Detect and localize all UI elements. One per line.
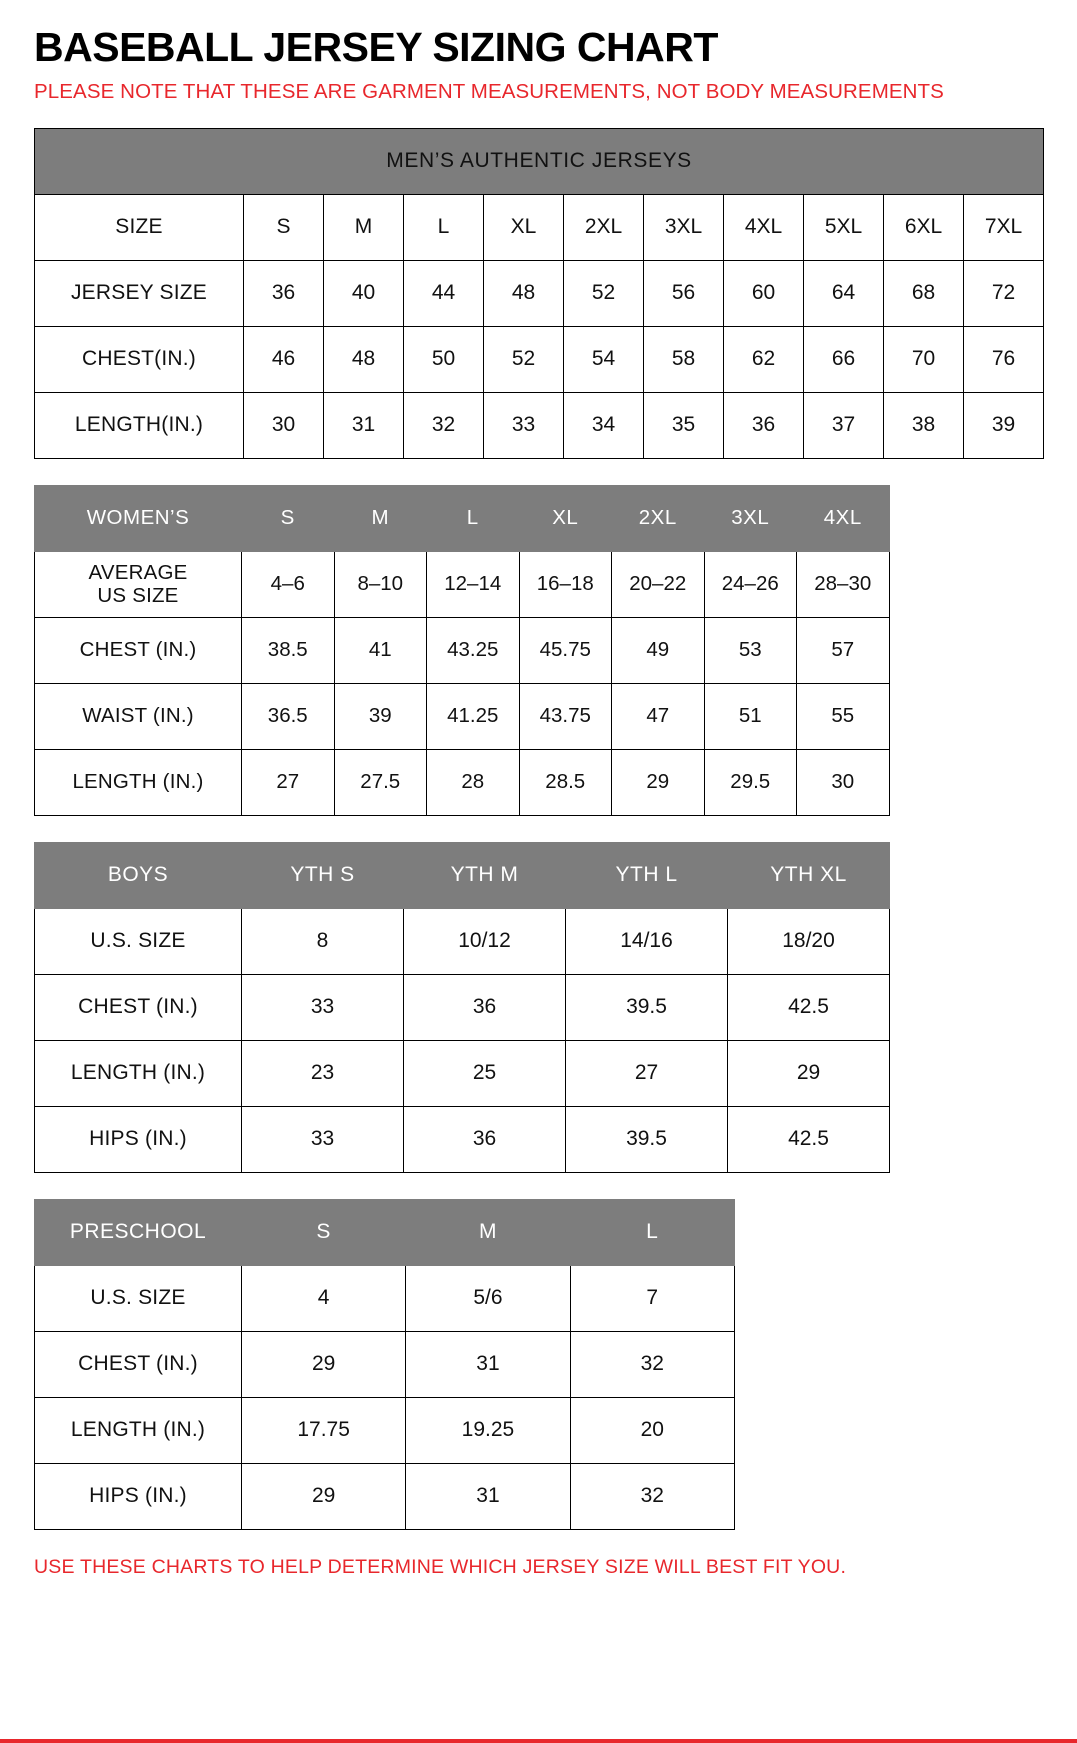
cell: 70 — [884, 326, 964, 392]
cell: 27 — [566, 1040, 728, 1106]
cell: 33 — [242, 974, 404, 1040]
cell: 25 — [404, 1040, 566, 1106]
womens-header-label: WOMEN’S — [35, 485, 242, 551]
mens-size-3xl: 3XL — [644, 194, 724, 260]
cell: 55 — [797, 683, 890, 749]
cell: 32 — [570, 1463, 734, 1529]
table-row — [35, 1106, 890, 1172]
mens-size-4xl: 4XL — [724, 194, 804, 260]
mens-size-header-row — [35, 194, 1044, 260]
cell: 4 — [242, 1265, 406, 1331]
cell: 38 — [884, 392, 964, 458]
mens-size-2xl: 2XL — [564, 194, 644, 260]
table-row — [35, 326, 1044, 392]
footer-note: USE THESE CHARTS TO HELP DETERMINE WHICH JERSEY SIZE WILL BEST FIT YOU. — [34, 1555, 847, 1578]
cell: 27 — [242, 749, 335, 815]
cell: 38.5 — [242, 617, 335, 683]
table-row — [35, 683, 890, 749]
cell: 31 — [406, 1331, 570, 1397]
cell: 60 — [724, 260, 804, 326]
cell: 66 — [804, 326, 884, 392]
womens-size-s: S — [242, 485, 335, 551]
womens-row-label-waist: WAIST (IN.) — [35, 683, 242, 749]
preschool-size-m: M — [406, 1199, 570, 1265]
cell: 31 — [324, 392, 404, 458]
cell: 50 — [404, 326, 484, 392]
cell: 39.5 — [566, 1106, 728, 1172]
mens-sizing-table — [34, 128, 1044, 459]
table-row — [35, 392, 1044, 458]
cell: 51 — [704, 683, 797, 749]
table-row — [35, 908, 890, 974]
boys-row-label-hips: HIPS (IN.) — [35, 1106, 242, 1172]
preschool-row-label-us-size: U.S. SIZE — [35, 1265, 242, 1331]
boys-sizing-table — [34, 842, 890, 1173]
preschool-header-label: PRESCHOOL — [35, 1199, 242, 1265]
cell: 5/6 — [406, 1265, 570, 1331]
cell: 36 — [724, 392, 804, 458]
cell: 56 — [644, 260, 724, 326]
cell: 7 — [570, 1265, 734, 1331]
womens-row-label-length: LENGTH (IN.) — [35, 749, 242, 815]
mens-size-label: SIZE — [35, 194, 244, 260]
table-row — [35, 617, 890, 683]
cell: 33 — [484, 392, 564, 458]
cell: 35 — [644, 392, 724, 458]
cell: 54 — [564, 326, 644, 392]
cell: 42.5 — [728, 1106, 890, 1172]
mens-row-label-chest: CHEST(IN.) — [35, 326, 244, 392]
cell: 68 — [884, 260, 964, 326]
cell: 45.75 — [519, 617, 612, 683]
bottom-accent-rule — [0, 1739, 1077, 1743]
cell: 41.25 — [427, 683, 520, 749]
table-row — [35, 551, 890, 617]
boys-size-yth-m: YTH M — [404, 842, 566, 908]
cell: 48 — [324, 326, 404, 392]
cell: 29.5 — [704, 749, 797, 815]
womens-row-label-average-us-size — [35, 551, 242, 617]
mens-size-6xl: 6XL — [884, 194, 964, 260]
cell: 29 — [242, 1331, 406, 1397]
mens-banner-row — [35, 128, 1044, 194]
cell: 42.5 — [728, 974, 890, 1040]
boys-size-yth-l: YTH L — [566, 842, 728, 908]
cell: 72 — [964, 260, 1044, 326]
cell: 76 — [964, 326, 1044, 392]
cell: 20 — [570, 1397, 734, 1463]
table-row — [35, 1463, 735, 1529]
cell: 33 — [242, 1106, 404, 1172]
cell: 32 — [570, 1331, 734, 1397]
cell: 12–14 — [427, 551, 520, 617]
boys-row-label-length: LENGTH (IN.) — [35, 1040, 242, 1106]
cell: 19.25 — [406, 1397, 570, 1463]
mens-size-l: L — [404, 194, 484, 260]
cell: 49 — [612, 617, 705, 683]
cell: 58 — [644, 326, 724, 392]
cell: 31 — [406, 1463, 570, 1529]
womens-sizing-table — [34, 485, 890, 816]
cell: 40 — [324, 260, 404, 326]
preschool-size-s: S — [242, 1199, 406, 1265]
cell: 57 — [797, 617, 890, 683]
cell: 48 — [484, 260, 564, 326]
mens-row-label-length: LENGTH(IN.) — [35, 392, 244, 458]
cell: 27.5 — [334, 749, 427, 815]
womens-size-m: M — [334, 485, 427, 551]
cell: 47 — [612, 683, 705, 749]
cell: 36 — [244, 260, 324, 326]
boys-header-row — [35, 842, 890, 908]
mens-banner-label: MEN’S AUTHENTIC JERSEYS — [35, 128, 1044, 194]
cell: 20–22 — [612, 551, 705, 617]
measurement-disclaimer: PLEASE NOTE THAT THESE ARE GARMENT MEASUREMENTS, NOT BODY MEASUREMENTS — [34, 80, 944, 104]
preschool-sizing-table — [34, 1199, 735, 1530]
cell: 46 — [244, 326, 324, 392]
womens-size-l: L — [427, 485, 520, 551]
cell: 24–26 — [704, 551, 797, 617]
cell: 16–18 — [519, 551, 612, 617]
preschool-row-label-length: LENGTH (IN.) — [35, 1397, 242, 1463]
label-line-2: US SIZE — [97, 584, 179, 608]
cell: 39 — [334, 683, 427, 749]
cell: 29 — [242, 1463, 406, 1529]
cell: 29 — [728, 1040, 890, 1106]
cell: 39 — [964, 392, 1044, 458]
womens-size-3xl: 3XL — [704, 485, 797, 551]
cell: 28.5 — [519, 749, 612, 815]
cell: 64 — [804, 260, 884, 326]
cell: 28–30 — [797, 551, 890, 617]
cell: 32 — [404, 392, 484, 458]
cell: 43.25 — [427, 617, 520, 683]
boys-header-label: BOYS — [35, 842, 242, 908]
preschool-row-label-hips: HIPS (IN.) — [35, 1463, 242, 1529]
womens-size-xl: XL — [519, 485, 612, 551]
table-row — [35, 1397, 735, 1463]
womens-row-label-chest: CHEST (IN.) — [35, 617, 242, 683]
page-title: BASEBALL JERSEY SIZING CHART — [34, 24, 718, 70]
label-line-1: AVERAGE — [88, 560, 188, 584]
boys-row-label-us-size: U.S. SIZE — [35, 908, 242, 974]
cell: 36 — [404, 974, 566, 1040]
table-row — [35, 1040, 890, 1106]
cell: 53 — [704, 617, 797, 683]
womens-header-row — [35, 485, 890, 551]
preschool-header-row — [35, 1199, 735, 1265]
cell: 8 — [242, 908, 404, 974]
cell: 4–6 — [242, 551, 335, 617]
mens-size-xl: XL — [484, 194, 564, 260]
cell: 52 — [484, 326, 564, 392]
table-row — [35, 749, 890, 815]
boys-size-yth-s: YTH S — [242, 842, 404, 908]
cell: 52 — [564, 260, 644, 326]
table-row — [35, 1331, 735, 1397]
table-row — [35, 1265, 735, 1331]
cell: 30 — [244, 392, 324, 458]
cell: 29 — [612, 749, 705, 815]
cell: 17.75 — [242, 1397, 406, 1463]
mens-row-label-jersey-size: JERSEY SIZE — [35, 260, 244, 326]
cell: 41 — [334, 617, 427, 683]
cell: 8–10 — [334, 551, 427, 617]
womens-size-2xl: 2XL — [612, 485, 705, 551]
preschool-row-label-chest: CHEST (IN.) — [35, 1331, 242, 1397]
boys-size-yth-xl: YTH XL — [728, 842, 890, 908]
cell: 44 — [404, 260, 484, 326]
cell: 14/16 — [566, 908, 728, 974]
table-row — [35, 260, 1044, 326]
table-row — [35, 974, 890, 1040]
cell: 28 — [427, 749, 520, 815]
womens-size-4xl: 4XL — [797, 485, 890, 551]
mens-size-5xl: 5XL — [804, 194, 884, 260]
cell: 39.5 — [566, 974, 728, 1040]
cell: 10/12 — [404, 908, 566, 974]
cell: 30 — [797, 749, 890, 815]
mens-size-s: S — [244, 194, 324, 260]
cell: 43.75 — [519, 683, 612, 749]
cell: 36.5 — [242, 683, 335, 749]
cell: 18/20 — [728, 908, 890, 974]
cell: 23 — [242, 1040, 404, 1106]
mens-size-7xl: 7XL — [964, 194, 1044, 260]
mens-size-m: M — [324, 194, 404, 260]
cell: 36 — [404, 1106, 566, 1172]
preschool-size-l: L — [570, 1199, 734, 1265]
cell: 37 — [804, 392, 884, 458]
boys-row-label-chest: CHEST (IN.) — [35, 974, 242, 1040]
cell: 62 — [724, 326, 804, 392]
cell: 34 — [564, 392, 644, 458]
